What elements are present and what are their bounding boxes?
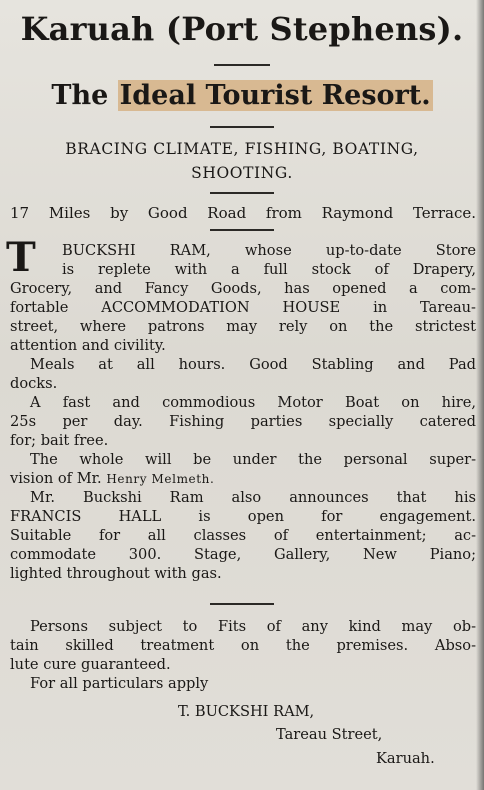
footer-rule xyxy=(210,603,274,605)
body-line: BUCKSHI RAM, whose up-to-date Store xyxy=(62,242,476,259)
signature-street: Tareau Street, xyxy=(276,726,383,743)
body-line: lighted throughout with gas. xyxy=(10,565,222,582)
subtitle-highlight: Ideal Tourist Resort. xyxy=(119,80,431,111)
subtitle-rule xyxy=(210,126,274,128)
body-line: Grocery, and Fancy Goods, has opened a com- xyxy=(10,280,476,297)
signature-name: T. BUCKSHI RAM, xyxy=(178,703,315,720)
ad-title: Karuah (Port Stephens). xyxy=(20,10,464,48)
body-line: fortable ACCOMMODATION HOUSE in Tareau- xyxy=(10,299,476,316)
body-line: attention and civility. xyxy=(10,337,166,354)
supervisor-line xyxy=(10,470,476,488)
title-rule xyxy=(214,64,270,66)
page-edge-shadow xyxy=(476,0,484,790)
body-line: is replete with a full stock of Drapery, xyxy=(62,261,476,278)
body-line: A fast and commodious Motor Boat on hire, xyxy=(30,394,476,411)
attractions-line-2: SHOOTING. xyxy=(191,164,293,182)
supervisor-prefix: vision of Mr. xyxy=(10,470,107,487)
body-line: street, where patrons may rely on the strictest xyxy=(10,318,476,335)
body-line: Mr. Buckshi Ram also announces that his xyxy=(30,489,476,506)
drop-cap: T xyxy=(6,234,36,281)
footer-line: tain skilled treatment on the premises. Abso- xyxy=(10,637,476,654)
attractions-rule xyxy=(210,192,274,194)
supervisor-name: Henry Melmeth. xyxy=(106,472,215,486)
footer-line: lute cure guaranteed. xyxy=(10,656,171,673)
subtitle-prefix: The xyxy=(51,80,118,111)
attractions-line-1: BRACING CLIMATE, FISHING, BOATING, xyxy=(65,140,419,158)
distance-line: 17 Miles by Good Road from Raymond Terrace. xyxy=(10,204,476,222)
footer-line: For all particulars apply xyxy=(30,675,209,692)
body-line: commodate 300. Stage, Gallery, New Piano; xyxy=(10,546,476,563)
distance-rule xyxy=(210,229,274,231)
body-line: FRANCIS HALL is open for engagement. xyxy=(10,508,476,525)
body-line: The whole will be under the personal super- xyxy=(30,451,476,468)
body-line: Meals at all hours. Good Stabling and Pad xyxy=(30,356,476,373)
signature-town: Karuah. xyxy=(376,750,435,767)
body-line: 25s per day. Fishing parties specially catered xyxy=(10,413,476,430)
body-line: for; bait free. xyxy=(10,432,109,449)
body-line: docks. xyxy=(10,375,58,392)
footer-line: Persons subject to Fits of any kind may ob- xyxy=(30,618,476,635)
ad-subtitle xyxy=(0,80,484,111)
body-line: Suitable for all classes of entertainment; ac- xyxy=(10,527,476,544)
